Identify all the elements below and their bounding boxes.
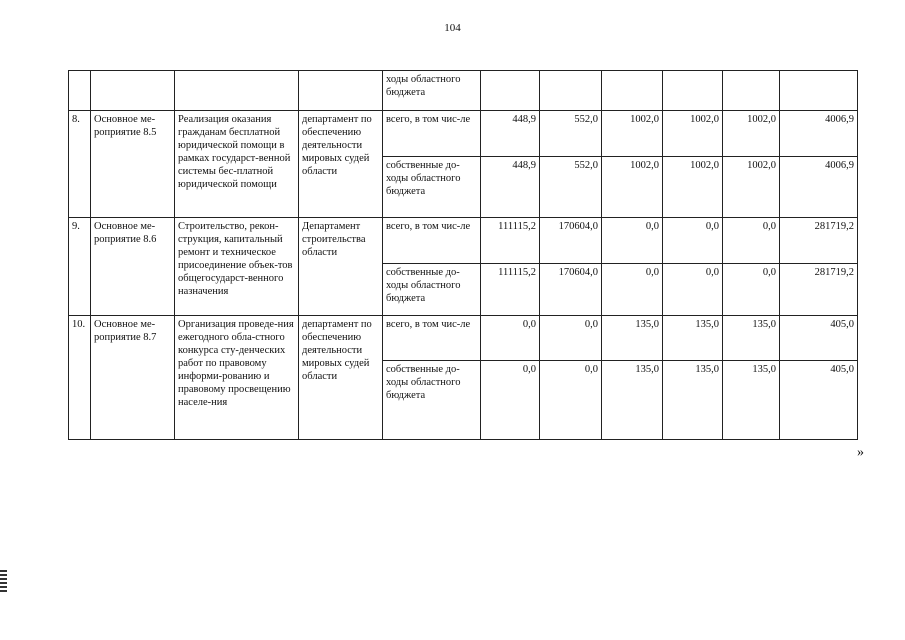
value-cell: 281719,2 (780, 218, 858, 264)
value-cell: 448,9 (481, 111, 540, 157)
value-cell: 0,0 (481, 316, 540, 361)
activity-executor: департамент по обеспечению деятельности мировых судей области (299, 316, 383, 440)
closing-quote: » (857, 445, 864, 460)
row-number: 9. (69, 218, 91, 316)
table-cell (602, 71, 663, 111)
value-cell: 552,0 (540, 157, 602, 218)
value-cell: 0,0 (540, 316, 602, 361)
value-cell: 0,0 (723, 218, 780, 264)
value-cell: 0,0 (602, 218, 663, 264)
activity-description: Строительство, рекон-струкция, капитальный ремонт и техническое присоединение объек-тов общегосударст-венного назначения (175, 218, 299, 316)
value-cell: 0,0 (663, 218, 723, 264)
value-cell: 1002,0 (723, 157, 780, 218)
value-cell: 135,0 (602, 361, 663, 440)
value-cell: 1002,0 (602, 157, 663, 218)
value-cell: 170604,0 (540, 218, 602, 264)
activity-executor: департамент по обеспечению деятельности мировых судей области (299, 111, 383, 218)
table-cell (540, 71, 602, 111)
funding-source-cell: собственные до-ходы областного бюджета (383, 157, 481, 218)
funding-source-cell: ходы областного бюджета (383, 71, 481, 111)
table-cell (299, 71, 383, 111)
value-cell: 111115,2 (481, 264, 540, 316)
budget-table (68, 70, 858, 440)
continuation-row (69, 71, 858, 111)
value-cell: 170604,0 (540, 264, 602, 316)
funding-source-cell: всего, в том чис-ле (383, 111, 481, 157)
row-number: 8. (69, 111, 91, 218)
funding-source-cell: собственные до-ходы областного бюджета (383, 264, 481, 316)
row-number: 10. (69, 316, 91, 440)
value-cell: 552,0 (540, 111, 602, 157)
value-cell: 4006,9 (780, 111, 858, 157)
value-cell: 1002,0 (723, 111, 780, 157)
value-cell: 0,0 (663, 264, 723, 316)
value-cell: 0,0 (723, 264, 780, 316)
table-row (69, 111, 858, 157)
value-cell: 281719,2 (780, 264, 858, 316)
table-cell (663, 71, 723, 111)
table-cell (780, 71, 858, 111)
funding-source-cell: собственные до-ходы областного бюджета (383, 361, 481, 440)
value-cell: 135,0 (723, 361, 780, 440)
table-cell (723, 71, 780, 111)
value-cell: 405,0 (780, 361, 858, 440)
value-cell: 135,0 (663, 361, 723, 440)
table-cell (91, 71, 175, 111)
activity-description: Организация проведе-ния ежегодного обла-стного конкурса сту-денческих работ по правовому информи-рованию и правовому просвещению населе-ния (175, 316, 299, 440)
funding-source-cell: всего, в том чис-ле (383, 218, 481, 264)
scan-margin-mark (0, 570, 7, 592)
value-cell: 0,0 (540, 361, 602, 440)
activity-name: Основное ме-роприятие 8.6 (91, 218, 175, 316)
table-cell (69, 71, 91, 111)
value-cell: 135,0 (723, 316, 780, 361)
activity-name: Основное ме-роприятие 8.5 (91, 111, 175, 218)
table-row (69, 316, 858, 361)
page-number: 104 (444, 22, 461, 34)
activity-description: Реализация оказания гражданам бесплатной юридической помощи в рамках государст-венной системы бес-платной юридической помощи (175, 111, 299, 218)
funding-source-cell: всего, в том чис-ле (383, 316, 481, 361)
value-cell: 448,9 (481, 157, 540, 218)
activity-name: Основное ме-роприятие 8.7 (91, 316, 175, 440)
value-cell: 0,0 (481, 361, 540, 440)
value-cell: 135,0 (663, 316, 723, 361)
value-cell: 1002,0 (602, 111, 663, 157)
value-cell: 0,0 (602, 264, 663, 316)
table-cell (175, 71, 299, 111)
value-cell: 111115,2 (481, 218, 540, 264)
value-cell: 1002,0 (663, 157, 723, 218)
value-cell: 405,0 (780, 316, 858, 361)
table-cell (481, 71, 540, 111)
value-cell: 4006,9 (780, 157, 858, 218)
activity-executor: Департамент строительства области (299, 218, 383, 316)
table-row (69, 218, 858, 264)
value-cell: 1002,0 (663, 111, 723, 157)
value-cell: 135,0 (602, 316, 663, 361)
